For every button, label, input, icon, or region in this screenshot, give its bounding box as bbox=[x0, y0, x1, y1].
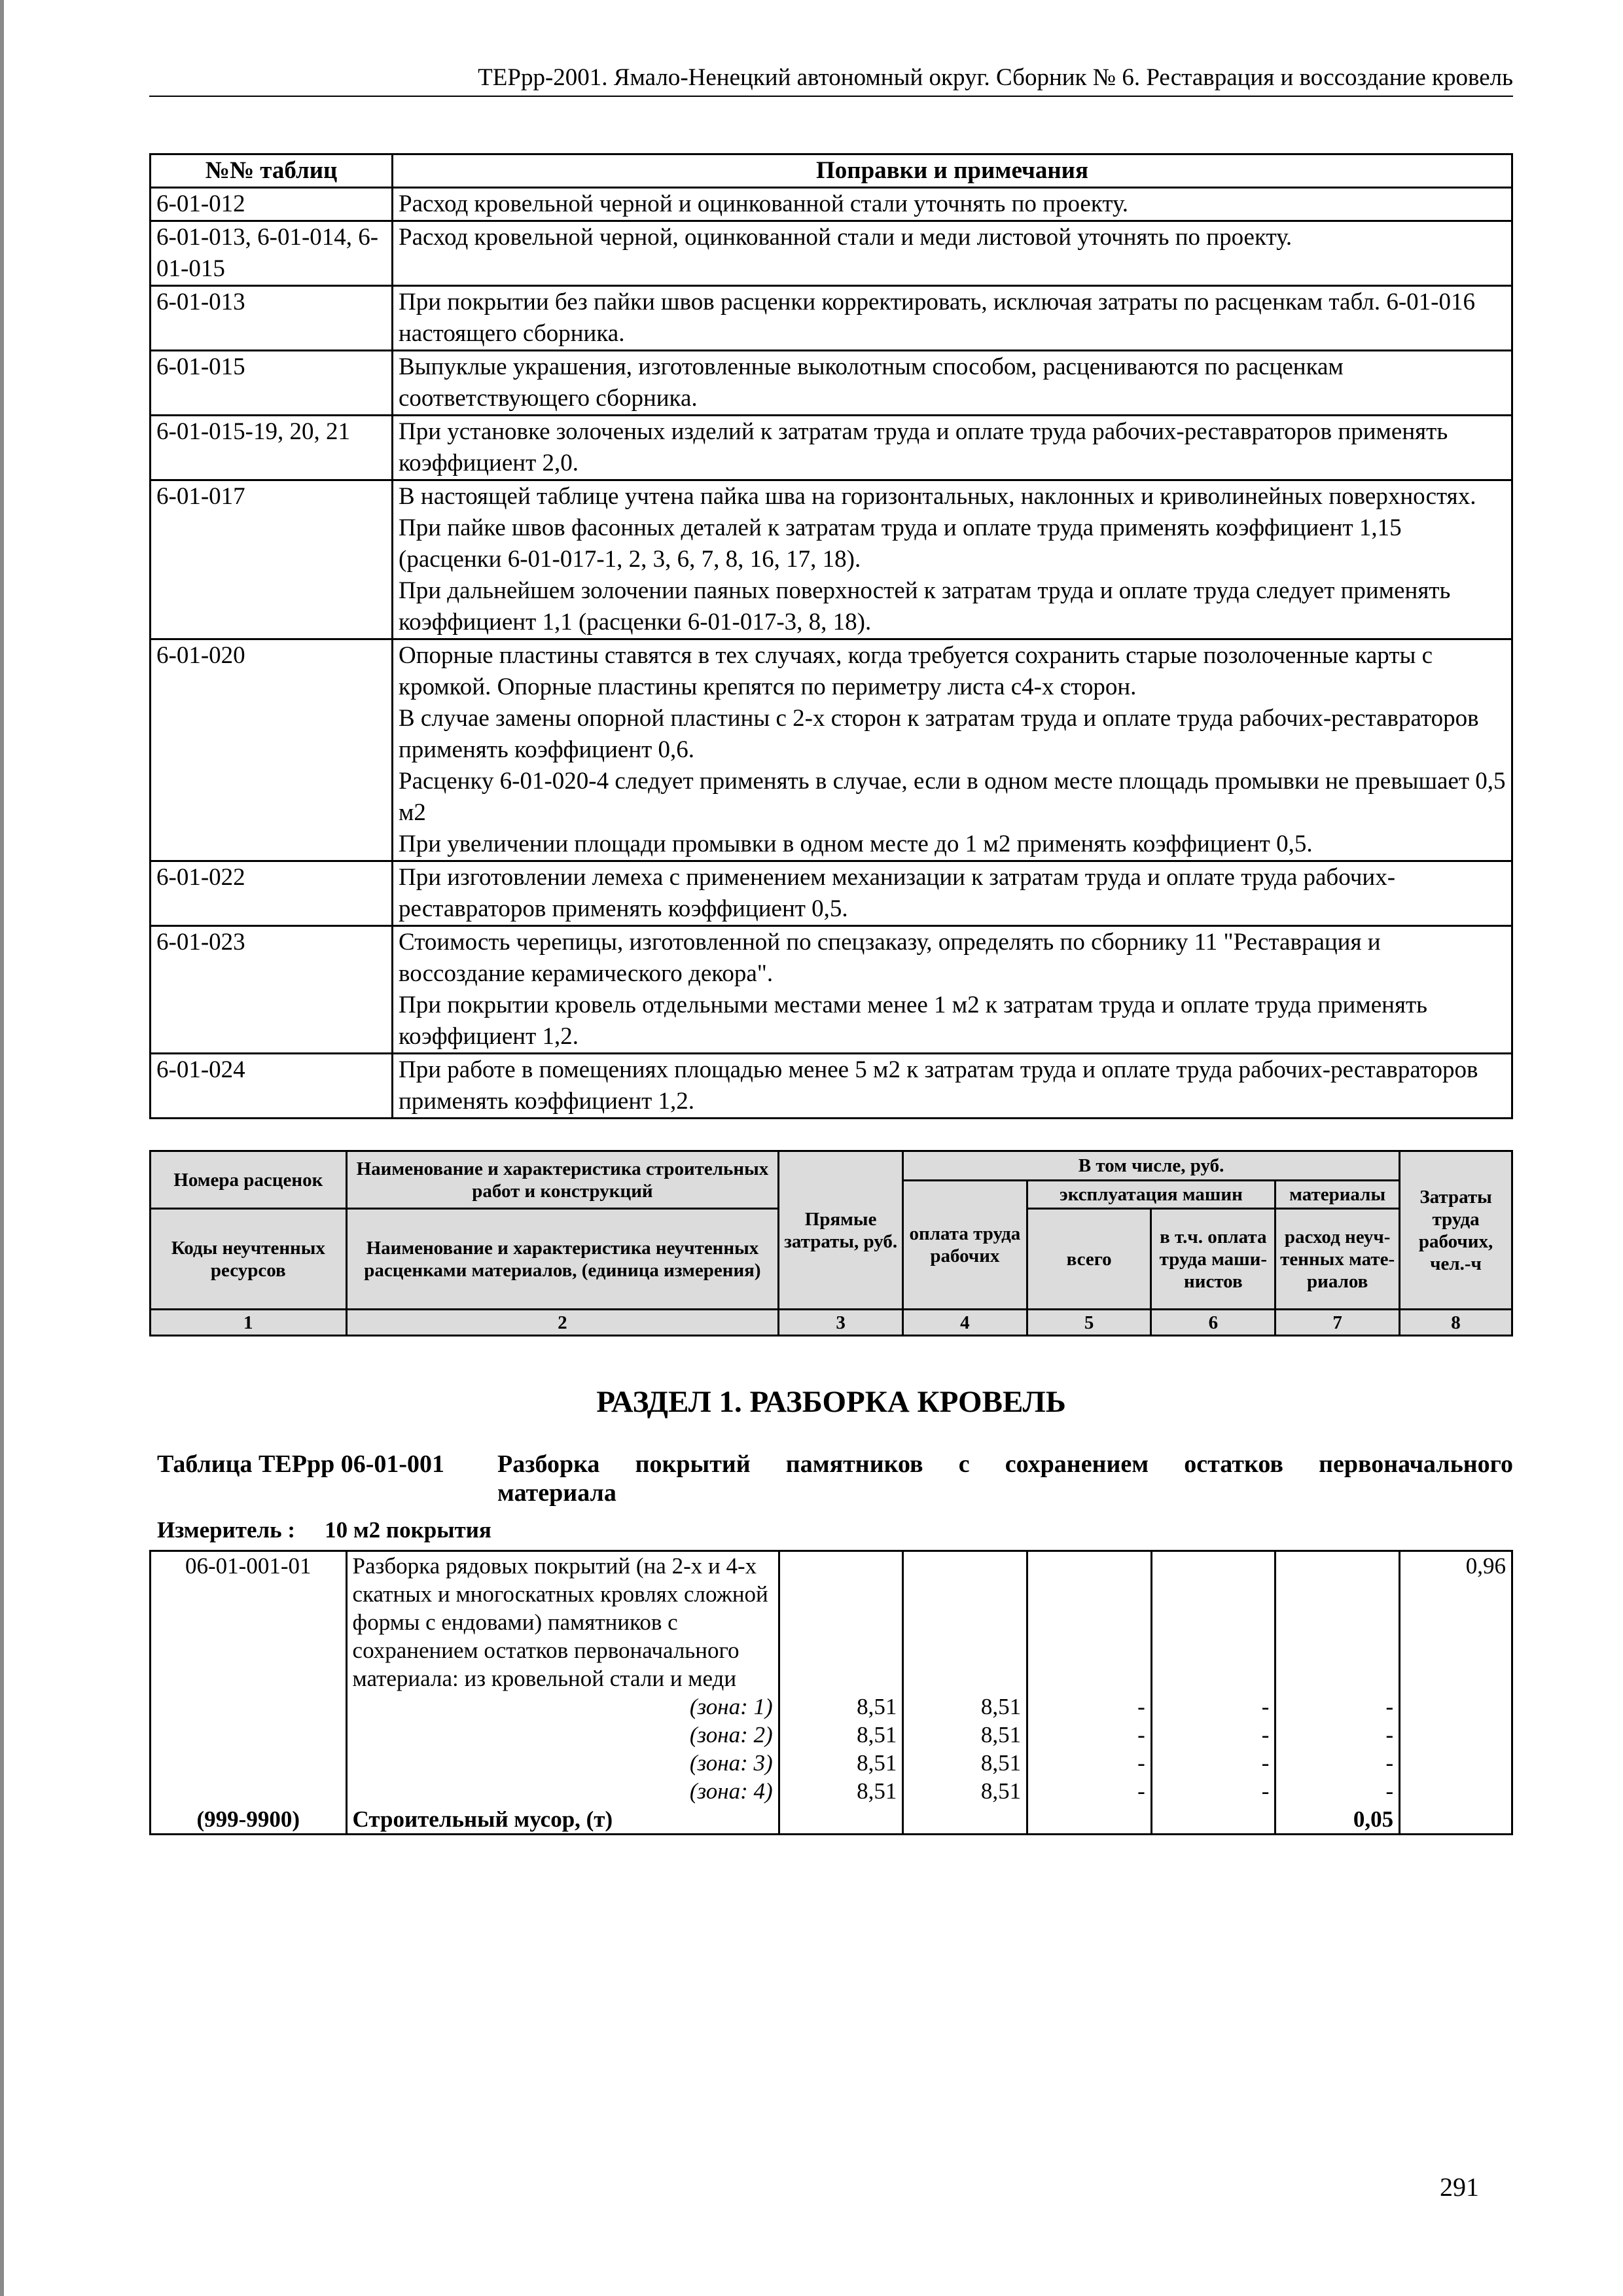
table-title-text-continued: материала bbox=[497, 1479, 616, 1507]
col-material-name: Наименование и характеристика неучтенных расценками материалов, (единица измерения) bbox=[346, 1209, 779, 1310]
notes-text-cell bbox=[393, 416, 1512, 480]
resource-name: Строительный мусор, (т) bbox=[346, 1805, 779, 1835]
notes-row bbox=[151, 926, 1512, 1054]
notes-table-ref: 6-01-024 bbox=[151, 1054, 393, 1119]
notes-row bbox=[151, 188, 1512, 221]
notes-paragraph: Выпуклые украшения, изготовленные выколотным способом, расцениваются по расценкам соответствующего сборника. bbox=[399, 353, 1344, 412]
zone-machinist: - bbox=[1151, 1721, 1275, 1749]
notes-paragraph: В случае замены опорной пластины с 2-х сторон к затратам труда и оплате труда рабочих-реставраторов применять коэффициент 0,6. bbox=[399, 705, 1479, 763]
meter-value: 10 м2 покрытия bbox=[325, 1517, 491, 1543]
col-number: 1 bbox=[151, 1310, 347, 1336]
notes-row bbox=[151, 286, 1512, 351]
zone-pay: 8,51 bbox=[903, 1777, 1027, 1805]
notes-text-cell bbox=[393, 1054, 1512, 1119]
notes-row bbox=[151, 221, 1512, 286]
zone-direct: 8,51 bbox=[779, 1721, 903, 1749]
col-machinist-pay: в т.ч. оплата труда маши-нистов bbox=[1151, 1209, 1275, 1310]
notes-text-cell bbox=[393, 926, 1512, 1054]
notes-paragraph: Расценку 6-01-020-4 следует применять в случае, если в одном месте площадь промывки не превышает 0,5 м2 bbox=[399, 768, 1506, 826]
notes-col-tables: №№ таблиц bbox=[151, 154, 393, 188]
notes-table-ref: 6-01-020 bbox=[151, 639, 393, 861]
col-number: 6 bbox=[1151, 1310, 1275, 1336]
table-title-label: Таблица ТЕРрр 06-01-001 bbox=[157, 1450, 445, 1478]
notes-table-ref: 6-01-013 bbox=[151, 286, 393, 351]
rate-code: 06-01-001-01 bbox=[151, 1551, 347, 1693]
col-resource-codes: Коды неучтенных ресурсов bbox=[151, 1209, 347, 1310]
col-number: 5 bbox=[1027, 1310, 1151, 1336]
zone-machines: - bbox=[1027, 1693, 1152, 1721]
notes-text-cell bbox=[393, 480, 1512, 639]
zone-direct: 8,51 bbox=[779, 1749, 903, 1777]
notes-table-ref: 6-01-022 bbox=[151, 861, 393, 926]
zone-direct: 8,51 bbox=[779, 1777, 903, 1805]
meter bbox=[157, 1517, 491, 1543]
notes-table bbox=[149, 153, 1513, 1119]
col-rate-numbers: Номера расценок bbox=[151, 1151, 347, 1209]
notes-text-cell bbox=[393, 221, 1512, 286]
notes-text-cell bbox=[393, 351, 1512, 416]
col-including: В том числе, руб. bbox=[903, 1151, 1400, 1181]
resource-row bbox=[151, 1805, 1512, 1835]
column-numbers-row bbox=[151, 1310, 1512, 1336]
col-direct-costs: Прямые затраты, руб. bbox=[779, 1151, 903, 1310]
notes-row bbox=[151, 861, 1512, 926]
col-number: 3 bbox=[779, 1310, 903, 1336]
notes-text-cell bbox=[393, 861, 1512, 926]
notes-paragraph: Расход кровельной черной, оцинкованной стали и меди листовой уточнять по проекту. bbox=[399, 224, 1293, 251]
notes-paragraph: При покрытии кровель отдельными местами менее 1 м2 к затратам труда и оплате труда применять коэффициент 1,2. bbox=[399, 992, 1428, 1050]
resource-code: (999-9900) bbox=[151, 1805, 347, 1835]
notes-row bbox=[151, 480, 1512, 639]
zone-row bbox=[151, 1749, 1512, 1777]
col-unaccounted-materials: расход неуч-тенных мате-риалов bbox=[1275, 1209, 1400, 1310]
notes-table-ref: 6-01-023 bbox=[151, 926, 393, 1054]
col-labor-costs: Затраты труда рабочих, чел.-ч bbox=[1400, 1151, 1512, 1310]
zone-pay: 8,51 bbox=[903, 1721, 1027, 1749]
zone-materials: - bbox=[1275, 1749, 1400, 1777]
notes-row bbox=[151, 416, 1512, 480]
page-edge-rule bbox=[0, 0, 4, 2296]
notes-paragraph: При покрытии без пайки швов расценки корректировать, исключая затраты по расценкам табл. 6-01-016 настоящего сборника. bbox=[399, 289, 1475, 347]
col-materials: материалы bbox=[1275, 1181, 1400, 1209]
zone-machinist: - bbox=[1151, 1693, 1275, 1721]
zone-label: (зона: 2) bbox=[346, 1721, 779, 1749]
notes-header-row bbox=[151, 154, 1512, 188]
notes-paragraph: При изготовлении лемеха с применением механизации к затратам труда и оплате труда рабочих-реставраторов применять коэффициент 0,5. bbox=[399, 864, 1396, 922]
notes-paragraph: Стоимость черепицы, изготовленной по спецзаказу, определять по сборнику 11 "Реставрация и воссоздание керамического декора". bbox=[399, 929, 1381, 987]
notes-col-notes: Поправки и примечания bbox=[393, 154, 1512, 188]
notes-text-cell bbox=[393, 286, 1512, 351]
zone-direct: 8,51 bbox=[779, 1693, 903, 1721]
resource-amount: 0,05 bbox=[1275, 1805, 1400, 1835]
notes-paragraph: Опорные пластины ставятся в тех случаях, когда требуется сохранить старые позолоченные карты с кромкой. Опорные пластины крепятся по периметру листа с4-х сторон. bbox=[399, 642, 1433, 700]
notes-text-cell bbox=[393, 639, 1512, 861]
col-work-name: Наименование и характеристика строительных работ и конструкций bbox=[346, 1151, 779, 1209]
col-worker-pay: оплата труда рабочих bbox=[903, 1181, 1027, 1310]
zone-row bbox=[151, 1721, 1512, 1749]
page-header: ТЕРрр-2001. Ямало-Ненецкий автономный округ. Сборник № 6. Реставрация и воссоздание кровель bbox=[149, 60, 1513, 97]
notes-row bbox=[151, 639, 1512, 861]
zone-machinist: - bbox=[1151, 1777, 1275, 1805]
section-title: РАЗДЕЛ 1. РАЗБОРКА КРОВЕЛЬ bbox=[596, 1385, 1066, 1419]
col-number: 8 bbox=[1400, 1310, 1512, 1336]
zone-materials: - bbox=[1275, 1721, 1400, 1749]
rate-name: Разборка рядовых покрытий (на 2-х и 4-х скатных и многоскатных кровлях сложной формы с ендовами) памятников с сохранением остатков первоначального материала: из кровельной стали и меди bbox=[346, 1551, 779, 1693]
notes-table-ref: 6-01-015-19, 20, 21 bbox=[151, 416, 393, 480]
notes-row bbox=[151, 351, 1512, 416]
notes-paragraph: При установке золоченых изделий к затратам труда и оплате труда рабочих-реставраторов применять коэффициент 2,0. bbox=[399, 418, 1448, 476]
zone-materials: - bbox=[1275, 1777, 1400, 1805]
zone-pay: 8,51 bbox=[903, 1693, 1027, 1721]
column-header-table bbox=[149, 1150, 1513, 1336]
zone-label: (зона: 4) bbox=[346, 1777, 779, 1805]
notes-table-ref: 6-01-013, 6-01-014, 6-01-015 bbox=[151, 221, 393, 286]
notes-paragraph: При увеличении площади промывки в одном месте до 1 м2 применять коэффициент 0,5. bbox=[399, 831, 1313, 857]
meter-label: Измеритель : bbox=[157, 1517, 296, 1543]
notes-table-ref: 6-01-017 bbox=[151, 480, 393, 639]
col-number: 2 bbox=[346, 1310, 779, 1336]
zone-row bbox=[151, 1777, 1512, 1805]
col-machine-operation: эксплуатация машин bbox=[1027, 1181, 1275, 1209]
notes-table-ref: 6-01-015 bbox=[151, 351, 393, 416]
page-number: 291 bbox=[1440, 2172, 1479, 2202]
zone-label: (зона: 1) bbox=[346, 1693, 779, 1721]
table-title-text: Разборка покрытий памятников с сохранением остатков первоначального bbox=[497, 1450, 1513, 1478]
zone-machines: - bbox=[1027, 1777, 1152, 1805]
notes-table-ref: 6-01-012 bbox=[151, 188, 393, 221]
notes-paragraph: При дальнейшем золочении паяных поверхностей к затратам труда и оплате труда следует применять коэффициент 1,1 (расценки 6-01-017-3, 8, 18). bbox=[399, 577, 1451, 636]
col-machines-total: всего bbox=[1027, 1209, 1151, 1310]
rate-labor: 0,96 bbox=[1400, 1551, 1512, 1693]
zone-materials: - bbox=[1275, 1693, 1400, 1721]
zone-machines: - bbox=[1027, 1749, 1152, 1777]
notes-paragraph: В настоящей таблице учтена пайка шва на горизонтальных, наклонных и криволинейных поверхностях. При пайке швов фасонных деталей к затратам труда и оплате труда применять коэффициент 1,15 (расценки 6-01-017-1, 2, 3, 6, 7, 8, 16, 17, 18). bbox=[399, 483, 1476, 573]
rate-row bbox=[151, 1551, 1512, 1693]
notes-paragraph: Расход кровельной черной и оцинкованной стали уточнять по проекту. bbox=[399, 190, 1129, 217]
col-number: 4 bbox=[903, 1310, 1027, 1336]
col-number: 7 bbox=[1275, 1310, 1400, 1336]
zone-machines: - bbox=[1027, 1721, 1152, 1749]
rates-table bbox=[149, 1550, 1513, 1835]
zone-row bbox=[151, 1693, 1512, 1721]
zone-pay: 8,51 bbox=[903, 1749, 1027, 1777]
zone-machinist: - bbox=[1151, 1749, 1275, 1777]
notes-paragraph: При работе в помещениях площадью менее 5 м2 к затратам труда и оплате труда рабочих-реставраторов применять коэффициент 1,2. bbox=[399, 1056, 1478, 1115]
notes-text-cell bbox=[393, 188, 1512, 221]
zone-label: (зона: 3) bbox=[346, 1749, 779, 1777]
notes-row bbox=[151, 1054, 1512, 1119]
